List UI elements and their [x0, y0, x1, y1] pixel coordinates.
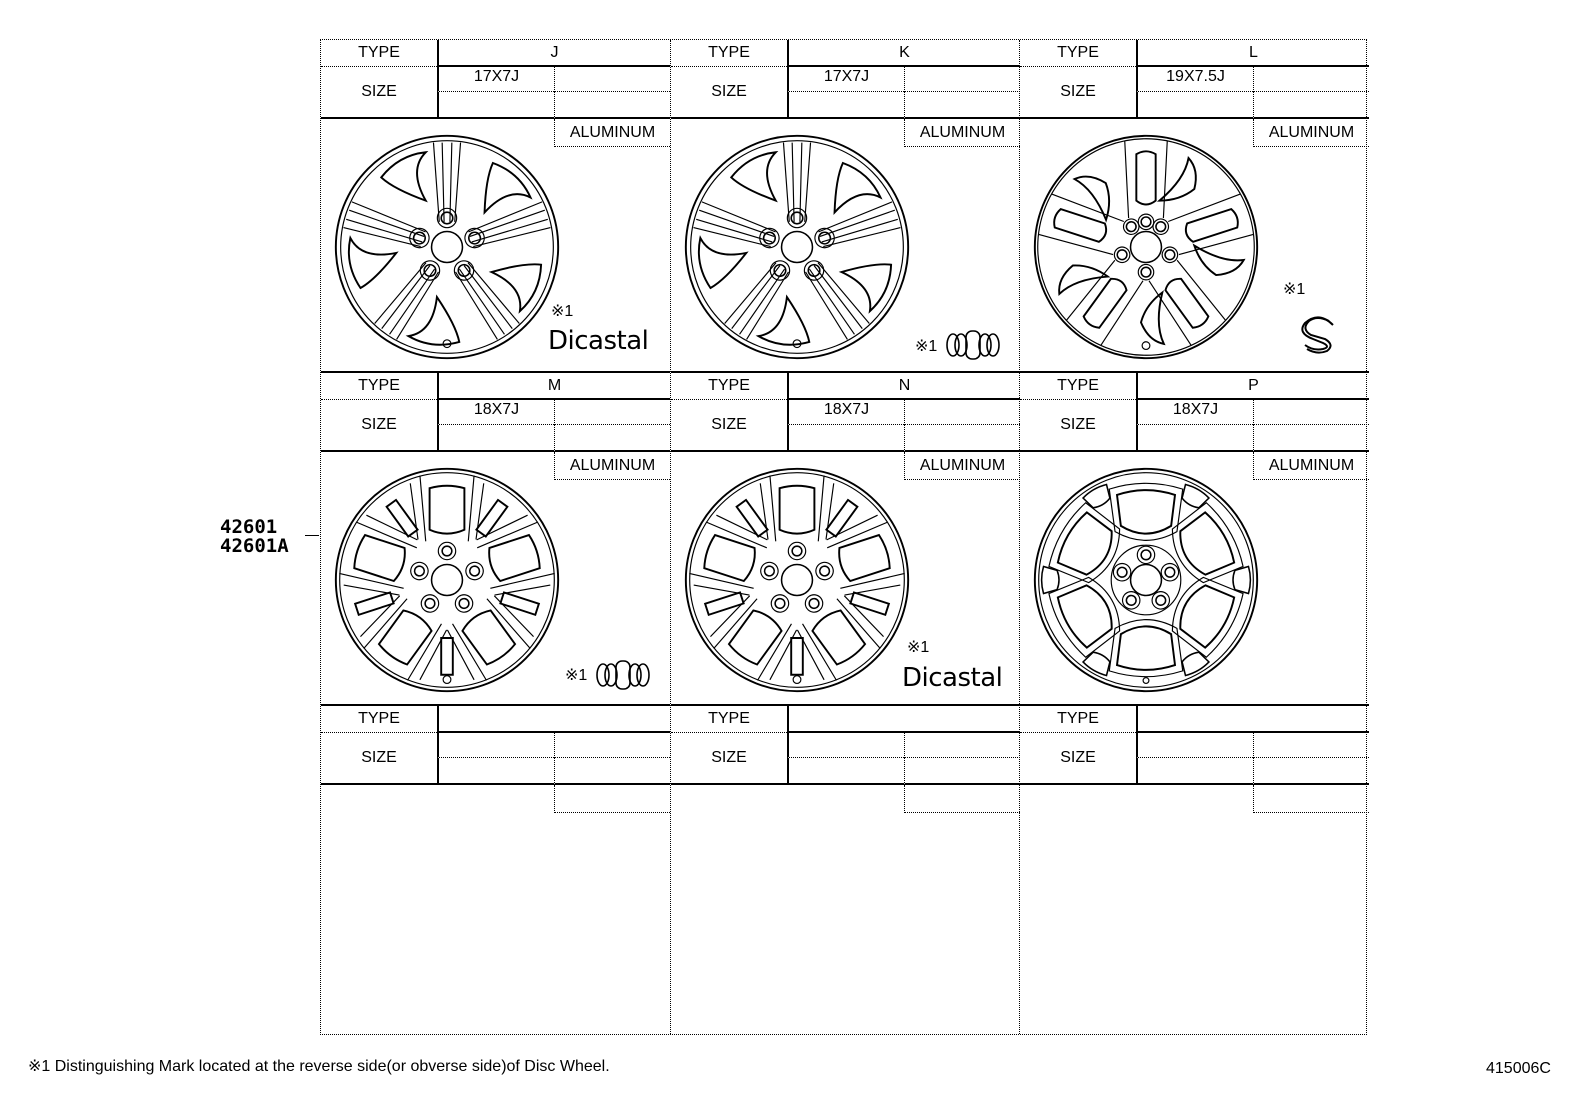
type-value: [1136, 706, 1369, 733]
type-label: TYPE: [321, 706, 437, 733]
wheel-drawing-area: [1020, 119, 1369, 373]
type-label: TYPE: [671, 373, 787, 400]
size-empty: [904, 425, 1020, 452]
size-empty: [904, 92, 1020, 119]
material-label: [554, 785, 670, 813]
size-empty: [1136, 92, 1253, 119]
size-empty: [1136, 758, 1253, 785]
column-2: [670, 40, 1019, 1034]
size-empty: [1253, 758, 1369, 785]
column-3: [1019, 40, 1368, 1034]
part-number[interactable]: 42601A: [220, 535, 289, 557]
s-symbol-mark-icon: [1299, 315, 1339, 355]
leader-line: [305, 535, 319, 536]
size-value: [1136, 733, 1253, 758]
type-label: TYPE: [321, 373, 437, 400]
size-empty: [904, 733, 1020, 758]
wheel-twin-spoke-icon: [331, 464, 563, 696]
type-label: TYPE: [1020, 40, 1136, 67]
size-label: SIZE: [671, 733, 787, 785]
size-value: 17X7J: [437, 67, 554, 92]
dicastal-logo: Dicastal: [548, 326, 649, 356]
size-label: SIZE: [671, 400, 787, 452]
size-value: [437, 733, 554, 758]
size-value: 18X7J: [437, 400, 554, 425]
type-label: TYPE: [671, 706, 787, 733]
type-value: N: [787, 373, 1020, 400]
size-empty: [1253, 67, 1369, 92]
size-label: SIZE: [671, 67, 787, 119]
type-label: TYPE: [1020, 373, 1136, 400]
barrel-mark-icon: [945, 329, 1001, 361]
size-empty: [554, 425, 670, 452]
material-label: [904, 785, 1020, 813]
type-value: L: [1136, 40, 1369, 67]
size-value: 19X7.5J: [1136, 67, 1253, 92]
material-label: ALUMINUM: [1253, 452, 1369, 480]
size-empty: [437, 758, 554, 785]
type-label: TYPE: [1020, 706, 1136, 733]
figure-number: 415006C: [1486, 1060, 1551, 1077]
wheel-drawing-area: [321, 452, 670, 706]
size-empty: [554, 67, 670, 92]
size-empty: [437, 425, 554, 452]
size-empty: [554, 92, 670, 119]
distinguishing-mark-note: ※1: [551, 303, 574, 320]
size-empty: [1253, 733, 1369, 758]
size-empty: [1253, 425, 1369, 452]
size-empty: [787, 92, 904, 119]
type-value: [787, 706, 1020, 733]
part-number-callout[interactable]: [220, 518, 289, 556]
size-empty: [554, 733, 670, 758]
type-value: [437, 706, 670, 733]
size-empty: [904, 400, 1020, 425]
size-label: SIZE: [321, 733, 437, 785]
barrel-mark-icon: [595, 659, 651, 691]
wheel-5-spoke-icon: [331, 131, 563, 363]
dicastal-logo: Dicastal: [902, 663, 1003, 693]
wheel-table: [320, 39, 1367, 1035]
size-value: [787, 733, 904, 758]
size-label: SIZE: [321, 400, 437, 452]
size-empty: [1136, 425, 1253, 452]
wheel-10-spoke-icon: [1030, 131, 1262, 363]
distinguishing-mark-note: ※1: [1283, 281, 1306, 298]
size-empty: [904, 67, 1020, 92]
distinguishing-mark-note: ※1: [915, 338, 938, 355]
column-1: [321, 40, 670, 1034]
type-value: J: [437, 40, 670, 67]
type-value: M: [437, 373, 670, 400]
size-empty: [1253, 400, 1369, 425]
material-label: ALUMINUM: [904, 119, 1020, 147]
size-empty: [554, 758, 670, 785]
size-empty: [787, 425, 904, 452]
wheel-6-spoke-icon: [1030, 464, 1262, 696]
size-value: 18X7J: [787, 400, 904, 425]
wheel-5-spoke-icon: [681, 131, 913, 363]
distinguishing-mark-note: ※1: [907, 639, 930, 656]
material-label: ALUMINUM: [1253, 119, 1369, 147]
wheel-drawing-area: [321, 119, 670, 373]
wheel-drawing-area: [1020, 452, 1369, 706]
size-empty: [904, 758, 1020, 785]
wheel-drawing-area: [671, 119, 1020, 373]
part-number[interactable]: 42601: [220, 516, 278, 538]
wheel-drawing-area: [671, 452, 1020, 706]
footnote: ※1 Distinguishing Mark located at the reverse side(or obverse side)of Disc Wheel.: [28, 1058, 610, 1075]
size-value: 18X7J: [1136, 400, 1253, 425]
size-empty: [787, 758, 904, 785]
type-label: TYPE: [321, 40, 437, 67]
size-empty: [437, 92, 554, 119]
type-value: K: [787, 40, 1020, 67]
material-label: ALUMINUM: [904, 452, 1020, 480]
size-label: SIZE: [1020, 400, 1136, 452]
size-empty: [554, 400, 670, 425]
material-label: ALUMINUM: [554, 452, 670, 480]
material-label: [1253, 785, 1369, 813]
size-empty: [1253, 92, 1369, 119]
distinguishing-mark-note: ※1: [565, 667, 588, 684]
size-label: SIZE: [1020, 733, 1136, 785]
material-label: ALUMINUM: [554, 119, 670, 147]
wheel-twin-spoke-icon: [681, 464, 913, 696]
size-label: SIZE: [321, 67, 437, 119]
type-label: TYPE: [671, 40, 787, 67]
type-value: P: [1136, 373, 1369, 400]
size-label: SIZE: [1020, 67, 1136, 119]
size-value: 17X7J: [787, 67, 904, 92]
